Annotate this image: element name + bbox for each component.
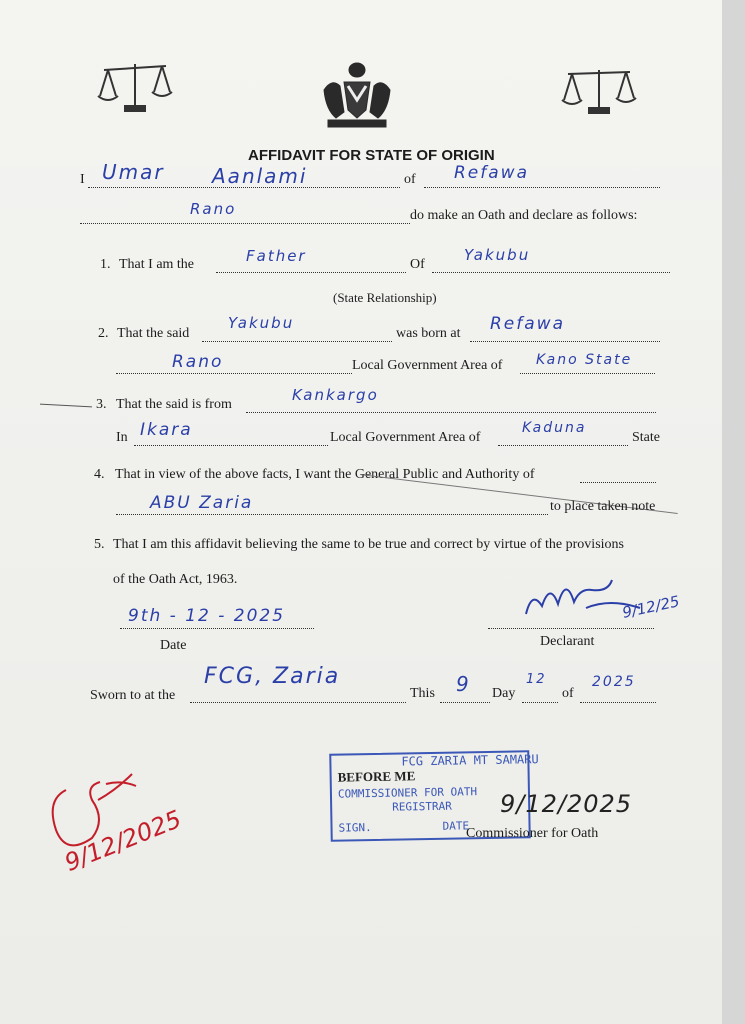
hw-line2: Rano xyxy=(190,200,237,218)
p2-lga: Local Government Area of xyxy=(352,358,503,373)
p1-of: Of xyxy=(410,257,425,272)
p3-lga: Local Government Area of xyxy=(330,430,481,445)
hw-born-state: Kano State xyxy=(536,352,633,368)
num-3: 3. xyxy=(96,397,107,412)
p3-text: That the said is from xyxy=(116,397,232,412)
hw-day-num: 12 xyxy=(526,672,547,687)
num-1: 1. xyxy=(100,257,111,272)
hw-date: 9th - 12 - 2025 xyxy=(128,606,286,626)
hw-stamp-date: 9/12/2025 xyxy=(500,790,633,818)
label-of: of xyxy=(404,172,416,187)
document-title: AFFIDAVIT FOR STATE OF ORIGIN xyxy=(248,147,495,164)
num-2: 2. xyxy=(98,326,109,341)
hw-rel-of: Yakubu xyxy=(464,246,531,264)
of-label-2: of xyxy=(562,686,574,701)
p2-text: That the said xyxy=(117,326,190,341)
num-5: 5. xyxy=(94,537,105,552)
p3-in: In xyxy=(116,430,128,445)
stamp-line1: FCG ZARIA MT SAMARU xyxy=(401,752,539,769)
hw-born-at: Refawa xyxy=(490,314,565,334)
p5-text-2: of the Oath Act, 1963. xyxy=(113,572,238,587)
p3-state: State xyxy=(632,430,660,445)
commissioner-label: Commissioner for Oath xyxy=(466,826,599,841)
declarant-label: Declarant xyxy=(540,634,595,649)
oath-line: do make an Oath and declare as follows: xyxy=(410,208,638,223)
label-i: I xyxy=(80,172,85,187)
hw-in-place: Ikara xyxy=(140,420,193,440)
before-me-label: BEFORE ME xyxy=(337,768,416,785)
hw-year: 2025 xyxy=(592,674,636,690)
hw-born-lga: Rano xyxy=(172,352,224,372)
hw-relationship: Father xyxy=(246,247,307,265)
this-label: This xyxy=(410,686,435,701)
scan-edge xyxy=(722,0,745,1024)
scales-of-justice-icon xyxy=(560,66,638,118)
hw-from-place: Kankargo xyxy=(292,386,379,404)
hw-name-last: Aanlami xyxy=(212,164,308,188)
stamp-line4: SIGN. xyxy=(338,821,372,835)
hw-authority: ABU Zaria xyxy=(150,493,254,513)
hw-lga-state: Kaduna xyxy=(522,420,587,436)
hw-of-place: Refawa xyxy=(454,163,529,183)
stamp-line2: COMMISSIONER FOR OATH xyxy=(337,785,478,801)
date-label: Date xyxy=(160,638,187,653)
p2-born: was born at xyxy=(396,326,461,341)
hw-this-day: 9 xyxy=(456,672,471,696)
coat-of-arms-emblem xyxy=(314,60,400,132)
margin-dash xyxy=(40,404,92,408)
scales-of-justice-icon xyxy=(96,60,174,116)
p4-text: That in view of the above facts, I want the General Public and Authority of xyxy=(115,467,535,482)
sworn-label: Sworn to at the xyxy=(90,688,176,703)
num-4: 4. xyxy=(94,467,105,482)
p1-text: That I am the xyxy=(119,257,195,272)
state-relationship-caption: (State Relationship) xyxy=(333,290,437,305)
hw-red-date: 9/12/2025 xyxy=(60,804,186,877)
hw-sworn-at: FCG, Zaria xyxy=(204,664,341,689)
stamp-line3: REGISTRAR xyxy=(392,799,452,814)
hw-declarant-date: 9/12/25 xyxy=(620,592,682,622)
day-label: Day xyxy=(492,686,516,701)
p5-text: That I am this affidavit believing the same to be true and correct by virtue of the provisions xyxy=(113,537,624,552)
hw-name-first: Umar xyxy=(102,160,165,184)
hw-said-name: Yakubu xyxy=(228,314,295,332)
p4-note: to place taken note xyxy=(550,499,656,514)
stamp-line5: DATE xyxy=(442,819,470,833)
